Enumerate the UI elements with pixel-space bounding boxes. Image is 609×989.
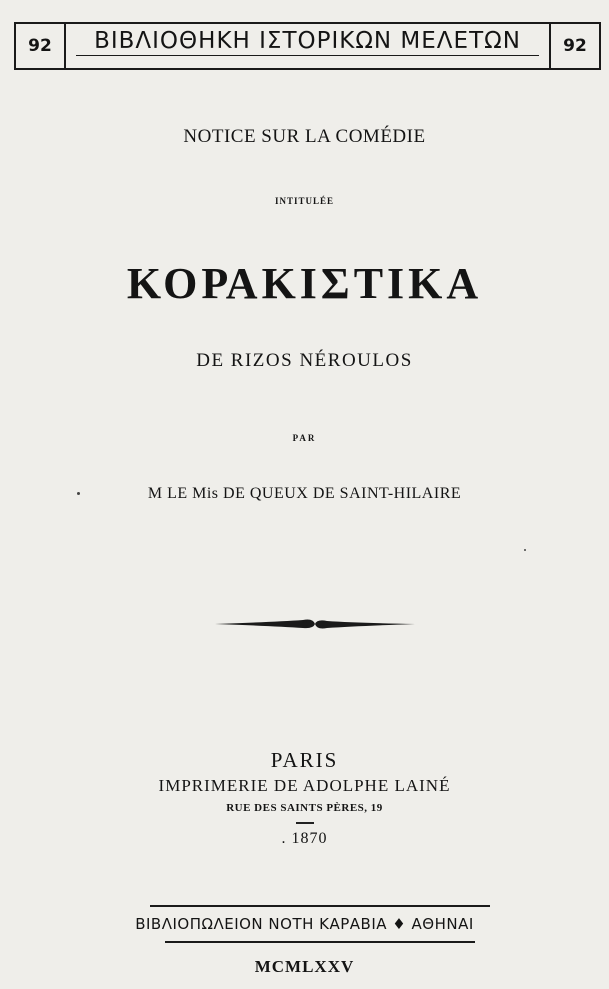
footer-top-rule	[150, 905, 490, 907]
series-title: ΒΙΒΛΙΟΘΗΚΗ ΙΣΤΟΡΙΚΩΝ ΜΕΛΕΤΩΝ	[94, 28, 521, 54]
notice-heading: NOTICE SUR LA COMÉDIE	[183, 126, 426, 147]
reprint-year: MCMLXXV	[254, 957, 355, 976]
imprint-year: . 1870	[281, 830, 328, 847]
footer-bottom-rule	[165, 941, 475, 943]
imprint-city: PARIS	[270, 748, 339, 772]
imprint-printer: IMPRIMERIE DE ADOLPHE LAINÉ	[158, 776, 451, 795]
series-number-right-box	[549, 22, 601, 70]
series-number-left-box	[14, 22, 66, 70]
paper-speck	[77, 492, 80, 495]
author-line: DE RIZOS NÉROULOS	[196, 350, 413, 371]
series-number-right: 92	[563, 36, 587, 56]
fleuron-ornament	[213, 616, 417, 632]
reprint-publisher: ΒΙΒΛΙΟΠΩΛΕΙΟΝ ΝΟΤΗ ΚΑΡΑΒΙΑ ♦ ΑΘΗΝΑΙ	[135, 915, 474, 933]
par-label: PAR	[292, 433, 317, 443]
imprint-street: RUE DES SAINTS PÈRES, 19	[226, 802, 383, 814]
series-number-left: 92	[28, 36, 52, 56]
work-title: ΚΟΡΑΚΙΣΤΙΚΑ	[126, 259, 483, 308]
header-top-rule	[66, 22, 549, 24]
header-bottom-rule	[66, 68, 549, 70]
intitulee-label: INTITULÉE	[274, 196, 335, 206]
imprint-dash	[296, 822, 314, 824]
editor-line: M LE Mis DE QUEUX DE SAINT-HILAIRE	[147, 485, 462, 502]
header-underline	[76, 55, 539, 56]
paper-speck	[524, 549, 526, 551]
